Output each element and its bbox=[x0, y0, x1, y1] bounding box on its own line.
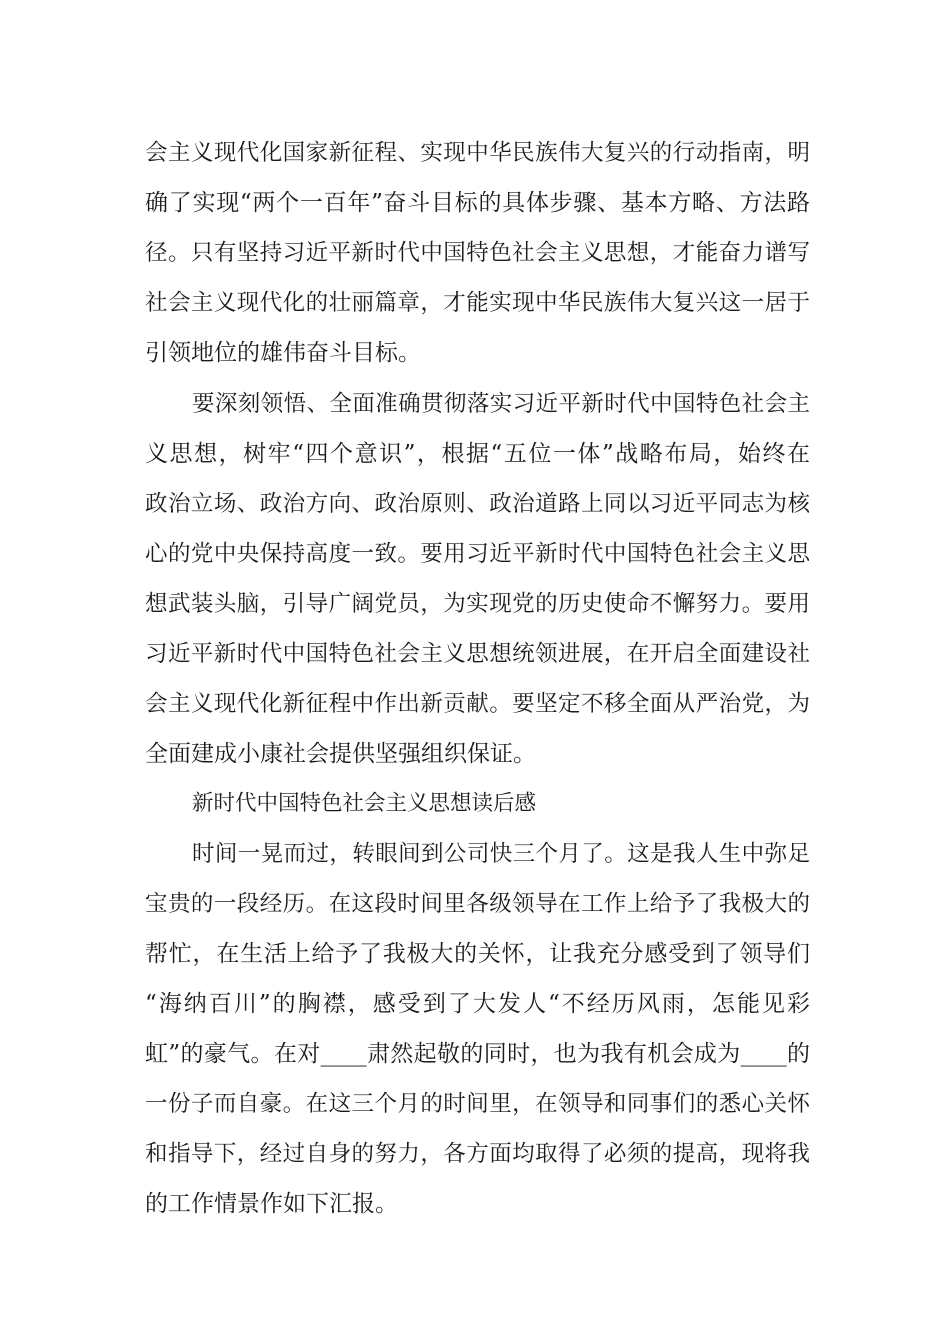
text-line: 宝贵的一段经历。在这段时间里各级领导在工作上给予了我极大的 bbox=[145, 891, 810, 917]
section-heading: 新时代中国特色社会主义思想读后感 bbox=[192, 791, 537, 816]
text-line: 要深刻领悟、全面准确贯彻落实习近平新时代中国特色社会主 bbox=[192, 391, 810, 417]
text-line: 引领地位的雄伟奋斗目标。 bbox=[145, 340, 421, 366]
text-line: 心的党中央保持高度一致。要用习近平新时代中国特色社会主义思 bbox=[145, 541, 810, 567]
text-line: 会主义现代化新征程中作出新贡献。要坚定不移全面从严治党，为 bbox=[145, 691, 810, 717]
text-line: 虹”的豪气。在对____肃然起敬的同时，也为我有机会成为____的 bbox=[145, 1041, 810, 1067]
text-line: 一份子而自豪。在这三个月的时间里，在领导和同事们的悉心关怀 bbox=[145, 1091, 810, 1117]
text-line: 确了实现“两个一百年”奋斗目标的具体步骤、基本方略、方法路 bbox=[145, 190, 810, 216]
text-line: 和指导下，经过自身的努力，各方面均取得了必须的提高，现将我 bbox=[145, 1141, 810, 1167]
text-line: 义思想，树牢“四个意识”，根据“五位一体”战略布局，始终在 bbox=[145, 441, 810, 467]
text-line: 社会主义现代化的壮丽篇章，才能实现中华民族伟大复兴这一居于 bbox=[145, 290, 810, 316]
text-line: 会主义现代化国家新征程、实现中华民族伟大复兴的行动指南，明 bbox=[145, 140, 810, 166]
text-line: 时间一晃而过，转眼间到公司快三个月了。这是我人生中弥足 bbox=[192, 841, 810, 867]
text-line: “海纳百川”的胸襟，感受到了大发人“不经历风雨，怎能见彩 bbox=[145, 991, 810, 1017]
text-line: 习近平新时代中国特色社会主义思想统领进展，在开启全面建设社 bbox=[145, 641, 810, 667]
text-line: 政治立场、政治方向、政治原则、政治道路上同以习近平同志为核 bbox=[145, 491, 810, 517]
text-line: 全面建成小康社会提供坚强组织保证。 bbox=[145, 741, 536, 767]
text-line: 的工作情景作如下汇报。 bbox=[145, 1191, 398, 1217]
text-line: 帮忙，在生活上给予了我极大的关怀，让我充分感受到了领导们 bbox=[145, 941, 810, 967]
text-line: 想武装头脑，引导广阔党员，为实现党的历史使命不懈努力。要用 bbox=[145, 591, 810, 617]
text-line: 径。只有坚持习近平新时代中国特色社会主义思想，才能奋力谱写 bbox=[145, 240, 810, 266]
